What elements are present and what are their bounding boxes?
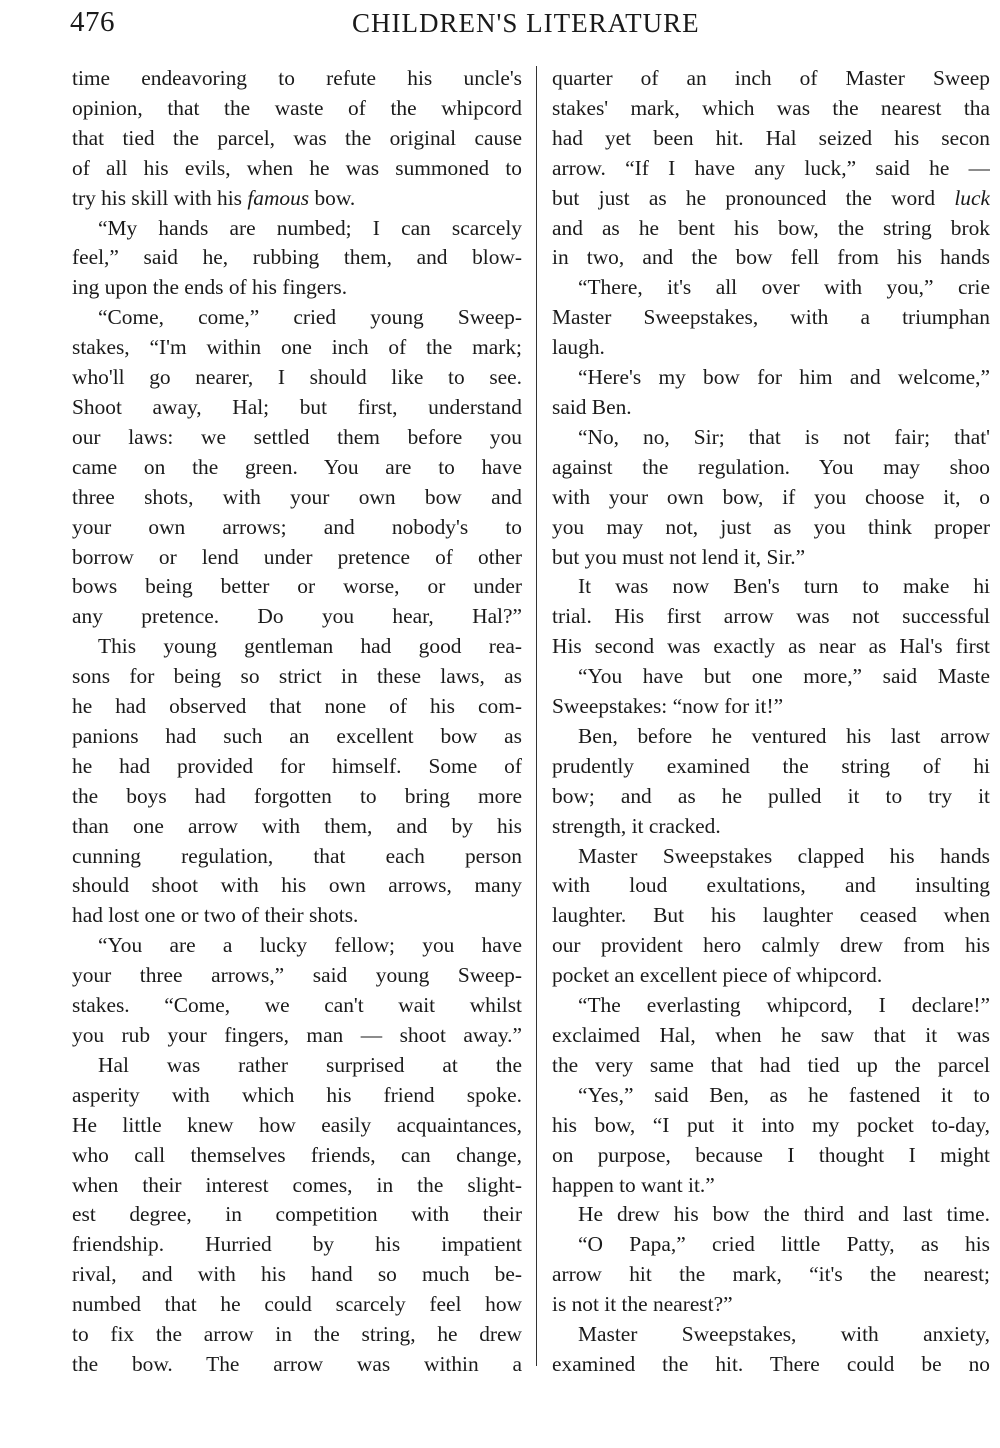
text-line: Sweepstakes: “now for it!”: [552, 694, 784, 719]
text-line: panions had such an excellent bow as: [72, 723, 522, 748]
text-line: “My hands are numbed; I can scarcely: [98, 215, 522, 240]
text-line: that tied the parcel, was the original cause: [72, 125, 522, 150]
text-line: bows being better or worse, or under: [72, 574, 522, 599]
text-line: “Come, come,” cried young Sweep-: [98, 305, 522, 330]
text-line: any pretence. Do you hear, Hal?”: [72, 604, 522, 629]
text-line: had lost one or two of their shots.: [72, 903, 359, 928]
page-number: 476: [70, 6, 115, 38]
text-line: our provident hero calmly drew from his: [552, 933, 990, 958]
text-line: strength, it cracked.: [552, 813, 721, 838]
text-line: sons for being so strict in these laws, as: [72, 664, 522, 689]
text-line: “O Papa,” cried little Patty, as his: [578, 1232, 990, 1257]
text-line: with your own bow, if you choose it, o: [552, 484, 990, 509]
text-line: examined the hit. There could be no: [552, 1351, 990, 1376]
text-line: to fix the arrow in the string, he drew: [72, 1322, 522, 1347]
text-line: than one arrow with them, and by his: [72, 813, 522, 838]
text-line: came on the green. You are to have: [72, 454, 522, 479]
text-line: feel,” said he, rubbing them, and blow-: [72, 245, 522, 270]
text-line: your three arrows,” said young Sweep-: [72, 963, 522, 988]
text-line: and as he bent his bow, the string brok: [552, 215, 990, 240]
text-line: arrow. “If I have any luck,” said he —: [552, 155, 990, 180]
text-line: when their interest comes, in the slight-: [72, 1172, 522, 1197]
text-line: borrow or lend under pretence of other: [72, 544, 522, 569]
text-line: you rub your fingers, man — shoot away.”: [72, 1023, 522, 1047]
text-line: your own arrows; and nobody's to: [72, 514, 522, 539]
text-line: rival, and with his hand so much be-: [72, 1262, 522, 1287]
text-line: he had observed that none of his com-: [72, 694, 522, 719]
text-line: try his skill with his famous bow.: [72, 185, 356, 210]
text-line: This young gentleman had good rea-: [98, 634, 522, 659]
text-line: time endeavoring to refute his uncle's: [72, 66, 522, 90]
text-line: who'll go nearer, I should like to see.: [72, 365, 522, 390]
text-line: Ben, before he ventured his last arrow: [578, 723, 990, 748]
text-line: our laws: we settled them before you: [72, 424, 522, 449]
text-line: cunning regulation, that each person: [72, 843, 522, 868]
text-line: his bow, “I put it into my pocket to-day,: [552, 1112, 990, 1137]
text-line: stakes, “I'm within one inch of the mark;: [72, 335, 522, 360]
text-line: should shoot with his own arrows, many: [72, 873, 522, 898]
running-title: CHILDREN'S LITERATURE: [352, 8, 700, 38]
text-line: “You are a lucky fellow; you have: [98, 933, 522, 958]
text-line: He drew his bow the third and last time.: [578, 1202, 990, 1227]
text-line: ing upon the ends of his fingers.: [72, 275, 348, 300]
text-line: Shoot away, Hal; but first, understand: [72, 394, 522, 419]
left-text-column: [72, 64, 522, 1380]
text-line: laugh.: [552, 335, 605, 360]
text-line: he had provided for himself. Some of: [72, 753, 522, 778]
text-line: Hal was rather surprised at the: [98, 1052, 522, 1077]
text-line: pocket an excellent piece of whipcord.: [552, 963, 883, 988]
text-line: arrow hit the mark, “it's the nearest;: [552, 1262, 990, 1287]
text-line: Master Sweepstakes, with anxiety,: [578, 1322, 990, 1347]
text-line: “No, no, Sir; that is not fair; that': [578, 424, 990, 449]
text-line: exclaimed Hal, when he saw that it was: [552, 1023, 990, 1047]
text-line: opinion, that the waste of the whipcord: [72, 95, 522, 120]
text-line: bow; and as he pulled it to try it: [552, 783, 990, 808]
text-line: trial. His first arrow was not successful: [552, 604, 990, 629]
text-line: said Ben.: [552, 394, 632, 419]
text-line: prudently examined the string of hi: [552, 753, 990, 778]
text-line: stakes' mark, which was the nearest tha: [552, 95, 990, 120]
text-line: “You have but one more,” said Maste: [578, 664, 990, 689]
text-line: the boys had forgotten to bring more: [72, 783, 522, 808]
text-line: of all his evils, when he was summoned to: [72, 155, 522, 180]
text-line: “Here's my bow for him and welcome,”: [578, 365, 990, 390]
text-line: you may not, just as you think proper: [552, 514, 990, 539]
text-line: with loud exultations, and insulting: [552, 873, 990, 898]
text-line: “Yes,” said Ben, as he fastened it to: [578, 1082, 990, 1107]
right-text-column: [552, 64, 1000, 1380]
text-line: quarter of an inch of Master Sweep: [552, 66, 990, 90]
text-line: friendship. Hurried by his impatient: [72, 1232, 522, 1257]
text-line: His second was exactly as near as Hal's first: [552, 634, 990, 659]
text-line: “The everlasting whipcord, I declare!”: [578, 993, 990, 1018]
text-line: in two, and the bow fell from his hands: [552, 245, 990, 270]
text-line: It was now Ben's turn to make hi: [578, 574, 990, 599]
text-line: the very same that had tied up the parcel: [552, 1052, 990, 1077]
text-line: stakes. “Come, we can't wait whilst: [72, 993, 522, 1018]
text-line: laughter. But his laughter ceased when: [552, 903, 990, 928]
text-line: asperity with which his friend spoke.: [72, 1082, 522, 1107]
text-line: the bow. The arrow was within a: [72, 1351, 522, 1376]
text-line: “There, it's all over with you,” crie: [578, 275, 990, 300]
text-line: Master Sweepstakes clapped his hands: [578, 843, 990, 868]
text-line: He little knew how easily acquaintances,: [72, 1112, 522, 1137]
column-divider: [536, 66, 537, 1366]
text-line: but you must not lend it, Sir.”: [552, 544, 806, 569]
text-line: on purpose, because I thought I might: [552, 1142, 990, 1167]
text-line: against the regulation. You may shoo: [552, 454, 990, 479]
text-line: numbed that he could scarcely feel how: [72, 1292, 522, 1317]
text-line: had yet been hit. Hal seized his secon: [552, 125, 990, 150]
text-line: who call themselves friends, can change,: [72, 1142, 522, 1167]
text-line: three shots, with your own bow and: [72, 484, 522, 509]
text-line: but just as he pronounced the word luck: [552, 185, 990, 210]
text-line: is not it the nearest?”: [552, 1292, 733, 1317]
text-line: Master Sweepstakes, with a triumphan: [552, 305, 990, 330]
text-line: est degree, in competition with their: [72, 1202, 522, 1227]
text-line: happen to want it.”: [552, 1172, 715, 1197]
